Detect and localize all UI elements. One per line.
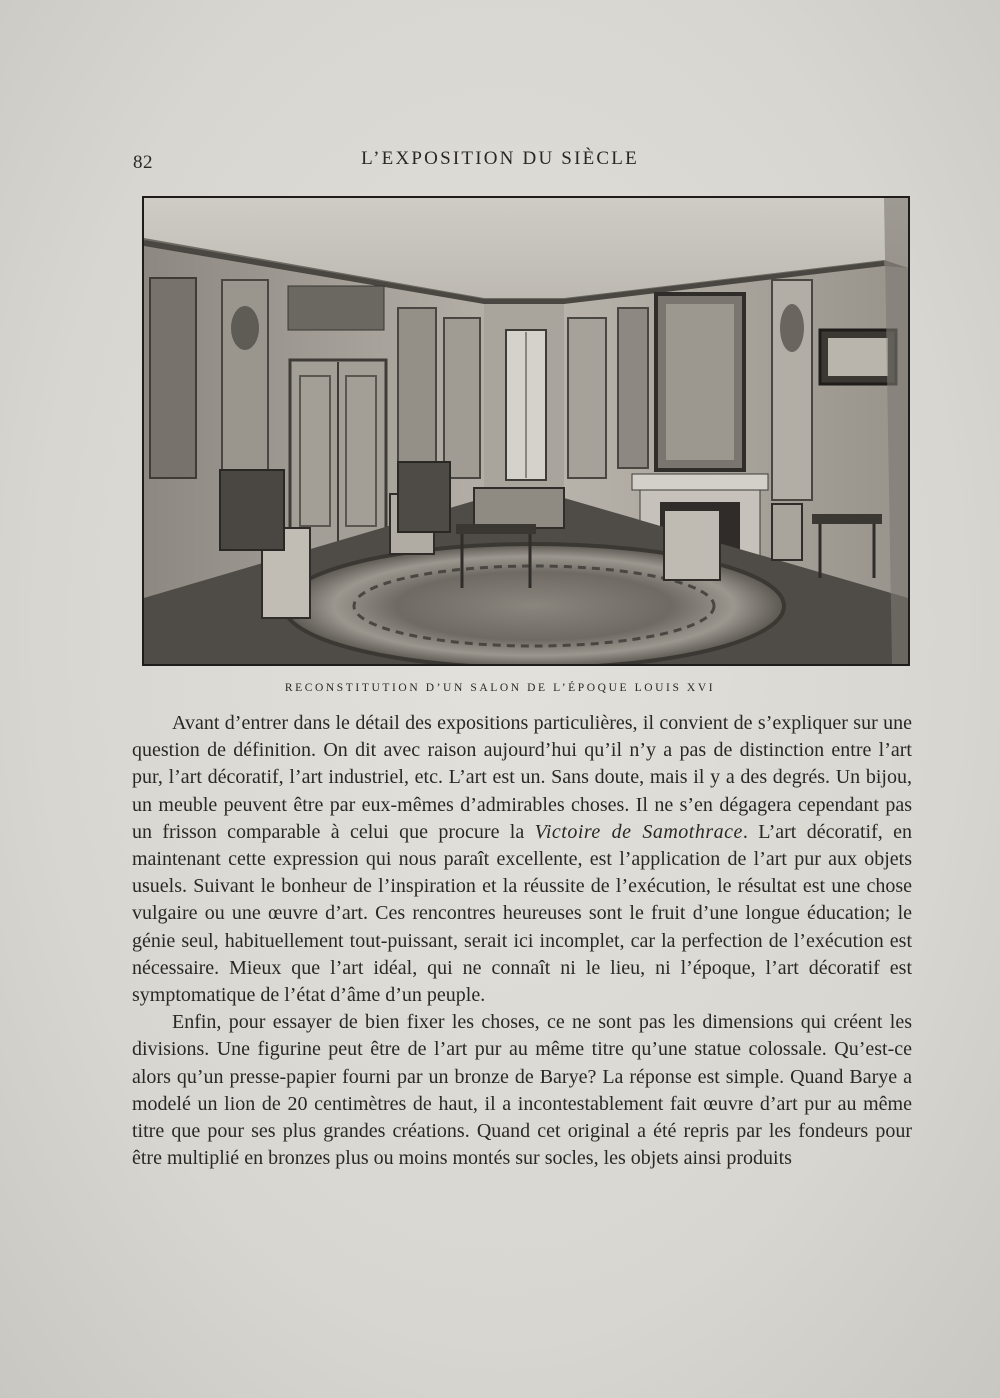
paragraph-1: [132, 710, 912, 1009]
figure-caption: RECONSTITUTION D’UN SALON DE L’ÉPOQUE LOUIS XVI: [284, 682, 716, 694]
paragraph-1-text-continued: . L’art décoratif, en maintenant cette expression qui nous paraît excellente, est l’application de l’art pur aux objets usuels. Suivant le bonheur de l’inspiration et la réussite de l’exécution, le résultat est une chose vulgaire ou une œuvre d’art. Ces rencontres heureuses sont le fruit d’une longue éducation; le génie seul, habituellement tout-puissant, serait ici incomplet, car la perfection de l’exécution est nécessaire. Mieux que l’art idéal, qui ne connaît ni le lieu, ni l’époque, l’art décoratif est symptomatique de l’état d’âme d’un peuple.: [132, 820, 912, 1007]
artwork-title: Victoire de Samothrace: [534, 820, 743, 843]
running-title: L’EXPOSITION DU SIÈCLE: [361, 148, 639, 169]
paragraph-2: [132, 1009, 912, 1172]
body-text: [132, 710, 912, 1172]
page-number: 82: [133, 152, 153, 173]
salon-photograph: [142, 196, 910, 666]
paragraph-2-text: Enfin, pour essayer de bien fixer les choses, ce ne sont pas les dimensions qui créent les divisions. Une figurine peut être de l’art pur au même titre qu’une statue colossale. Qu’est-ce alors qu’un presse-papier fourni par un bronze de Barye? La réponse est simple. Quand Barye a modelé un lion de 20 centimètres de haut, il a incontestablement fait œuvre d’art pur au même titre que pour ses plus grandes créations. Quand cet original a été repris par les fondeurs pour être multiplié en bronzes plus ou moins montés sur socles, les objets ainsi produits: [132, 1011, 912, 1170]
paragraph-1-text: Avant d’entrer dans le détail des expositions particulières, il convient de s’expliquer sur une question de définition. On dit avec raison aujourd’hui qu’il n’y a pas de distinction entre l’art pur, l’art décoratif, l’art industriel, etc. L’art est un. Sans doute, mais il y a des degrés. Un bijou, un meuble peuvent être par eux-mêmes d’admirables choses. Il ne s’en dégagera cependant pas un frisson comparable à celui que procure la: [132, 712, 912, 843]
